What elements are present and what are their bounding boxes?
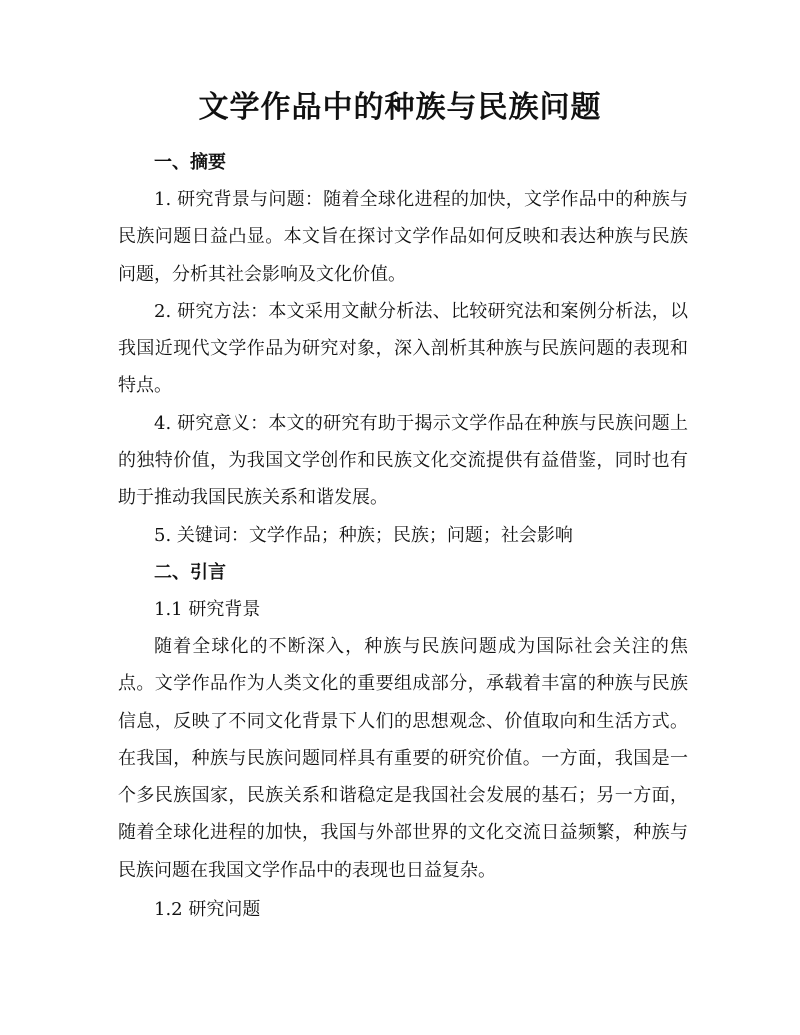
abstract-item-keywords: 5. 关键词：文学作品；种族；民族；问题；社会影响 bbox=[154, 524, 573, 546]
abstract-item-method: 2. 研究方法：本文采用文献分析法、比较研究法和案例分析法，以我国近现代文学作品为研究对象，深入剖析其种族与民族问题的表现和特点。 bbox=[118, 300, 688, 397]
section-1-2-heading: 1.2 研究问题 bbox=[154, 899, 261, 921]
page-title: 文学作品中的种族与民族问题 bbox=[198, 90, 602, 125]
section-1-1-text: 随着全球化的不断深入，种族与民族问题成为国际社会关注的焦点。文学作品作为人类文化的重要组成部分，承载着丰富的种族与民族信息，反映了不同文化背景下人们的思想观念、价值取向和生活方式。在我国，种族与民族问题同样具有重要的研究价值。一方面，我国是一个多民族国家，民族关系和谐稳定是我国社会发展的基石；另一方面，随着全球化进程的加快，我国与外部世界的文化交流日益频繁，种族与民族问题在我国文学作品中的表现也日益复杂。 bbox=[118, 635, 688, 881]
abstract-item-background: 1. 研究背景与问题：随着全球化进程的加快，文学作品中的种族与民族问题日益凸显。本文旨在探讨文学作品如何反映和表达种族与民族问题，分析其社会影响及文化价值。 bbox=[118, 189, 688, 285]
document-body bbox=[118, 144, 688, 928]
abstract-item-significance: 4. 研究意义：本文的研究有助于揭示文学作品在种族与民族问题上的独特价值，为我国文学创作和民族文化交流提供有益借鉴，同时也有助于推动我国民族关系和谐发展。 bbox=[118, 412, 688, 509]
introduction-heading: 二、引言 bbox=[154, 561, 226, 583]
abstract-heading: 一、摘要 bbox=[154, 152, 226, 173]
section-1-1-heading: 1.1 研究背景 bbox=[154, 598, 261, 620]
